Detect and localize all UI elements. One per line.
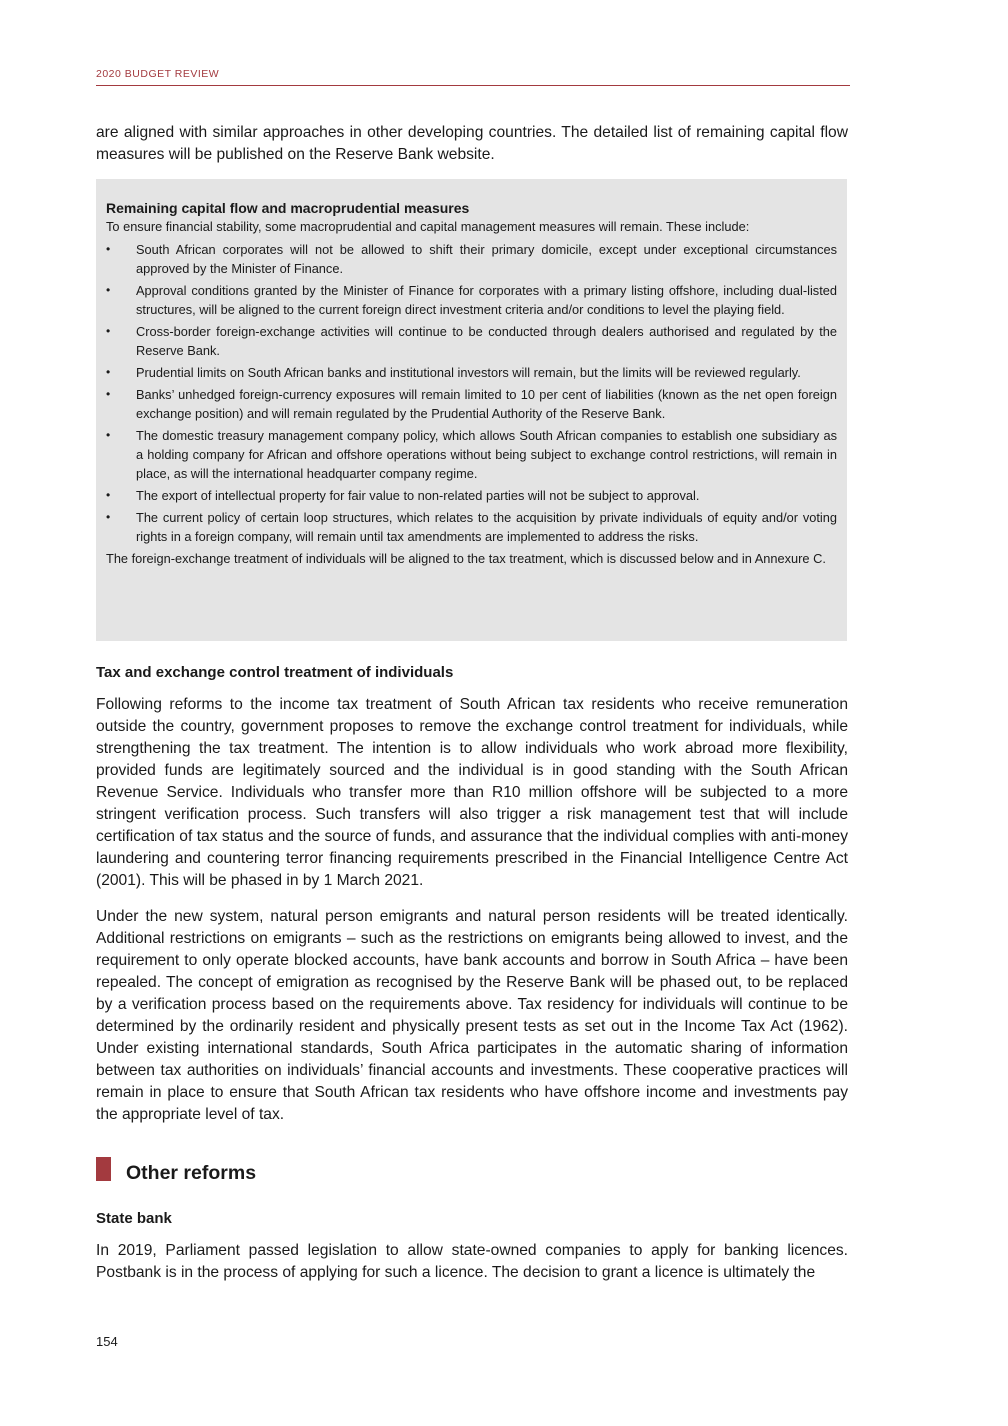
list-item: • The domestic treasury management company policy, which allows South African companies to establish one subsidiary as a holding company for African and offshore operations without being subject to exchange control restrictions, will remain in place, as will the international headquarter company regime. [106,428,837,481]
state-bank-heading: State bank [96,1210,172,1227]
tax-paragraph-1: Following reforms to the income tax treatment of South African tax residents who receive remuneration outside the country, government proposes to remove the exchange control treatment for individuals, while strengthening the tax treatment. The intention is to allow individuals who work abroad more flexibility, provided funds are legitimately sourced and the individual is in good standing with the South African Revenue Service. Individuals who transfer more than R10 million offshore will be subjected to a more stringent verification process. Such transfers will also trigger a risk management test that will include certification of tax status and the source of funds, and assurance that the individual complies with anti-money laundering and countering terror financing requirements prescribed in the Financial Intelligence Centre Act (2001). This will be phased in by 1 March 2021. [96,696,848,889]
other-reforms-heading: Other reforms [126,1162,257,1184]
list-item: • The current policy of certain loop structures, which relates to the acquisition by private individuals of equity and/or voting rights in a foreign company, will remain until tax amendments are implemented to address the risks. [106,510,837,544]
measures-list [106,240,837,546]
page-number: 154 [96,1334,118,1349]
list-item: • Prudential limits on South African banks and institutional investors will remain, but the limits will be reviewed regularly. [106,365,801,380]
list-item: • The export of intellectual property for fair value to non-related parties will not be subject to approval. [106,488,700,503]
list-item: • Cross-border foreign-exchange activities will continue to be conducted through dealers authorised and regulated by the Reserve Bank. [106,324,837,358]
bullet-icon: • [106,242,111,256]
bullet-icon: • [106,488,111,502]
bullet-icon: • [106,324,111,338]
box-closing: The foreign-exchange treatment of individuals will be aligned to the tax treatment, which is discussed below and in Annexure C. [106,551,826,566]
box-intro: To ensure financial stability, some macroprudential and capital management measures will remain. These include: [106,219,750,234]
bullet-icon: • [106,387,111,401]
tax-section-heading: Tax and exchange control treatment of individuals [96,664,454,681]
running-header: 2020 BUDGET REVIEW [96,68,850,86]
section-marker [96,1157,111,1181]
bullet-icon: • [106,283,111,297]
tax-paragraph-2: Under the new system, natural person emigrants and natural person residents will be treated identically. Additional restrictions on emigrants – such as the restrictions on emigrants being allowed to invest, and the requirement to only operate blocked accounts, have bank accounts and borrow in South Africa – have been repealed. The concept of emigration as recognised by the Reserve Bank will be phased out, to be replaced by a verification process based on the requirements above. Tax residency for individuals will continue to be determined by the ordinarily resident and physically present tests as set out in the Income Tax Act (1962). Under existing international standards, South Africa participates in the automatic sharing of information between tax authorities on individuals’ financial accounts and investments. These cooperative practices will remain in place to ensure that South African tax residents who have offshore income and investments pay the appropriate level of tax. [96,908,848,1123]
bullet-icon: • [106,510,111,524]
box-title: Remaining capital flow and macroprudential measures [106,200,470,216]
remaining-measures-box [96,179,847,641]
list-item: • Approval conditions granted by the Minister of Finance for corporates with a primary listing offshore, including dual-listed structures, will be aligned to the current foreign direct investment criteria and/or conditions to level the playing field. [106,283,837,317]
bullet-icon: • [106,365,111,379]
lead-paragraph: are aligned with similar approaches in other developing countries. The detailed list of remaining capital flow measures will be published on the Reserve Bank website. [96,124,848,163]
list-item: • Banks’ unhedged foreign-currency exposures will remain limited to 10 per cent of liabilities (known as the net open foreign exchange position) and will remain regulated by the Prudential Authority of the Reserve Bank. [106,387,837,421]
list-item: • South African corporates will not be allowed to shift their primary domicile, except under exceptional circumstances approved by the Minister of Finance. [106,242,837,276]
bullet-icon: • [106,428,111,442]
state-bank-paragraph: In 2019, Parliament passed legislation to allow state-owned companies to apply for banking licences. Postbank is in the process of applying for such a licence. The decision to grant a licence is ultimately the [96,1242,848,1281]
